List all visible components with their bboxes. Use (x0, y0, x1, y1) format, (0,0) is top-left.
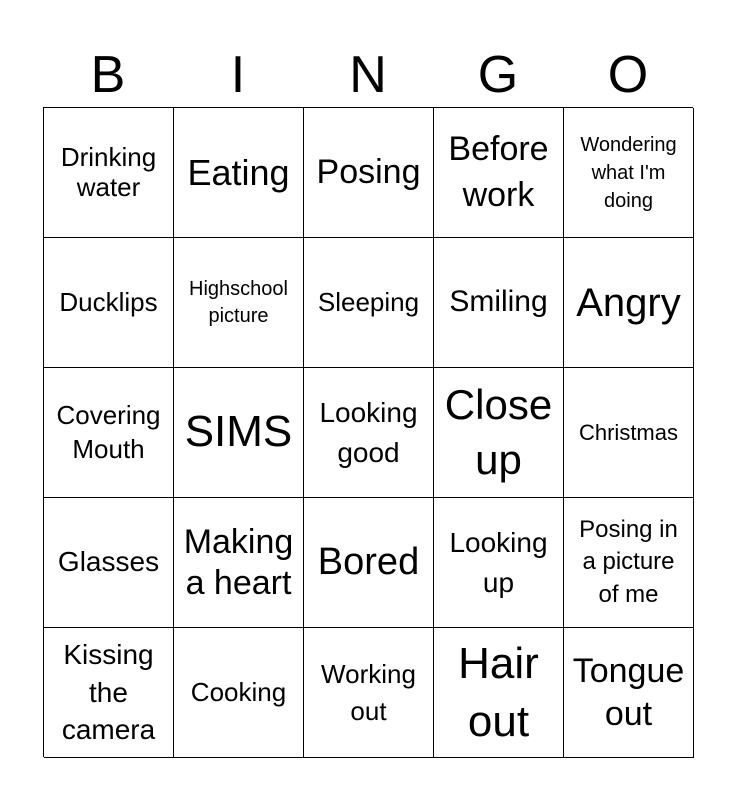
cell-label: Before work (448, 129, 549, 214)
cell-label: Bored (317, 540, 420, 583)
cell-label: Close up (444, 380, 553, 483)
cell-label: SIMS (184, 407, 293, 457)
header-letter-g: G (477, 46, 519, 104)
cell-label: Covering Mouth (56, 399, 161, 464)
cell-label: Ducklips (59, 286, 158, 317)
bingo-cell[interactable] (304, 628, 434, 758)
bingo-cell[interactable] (174, 238, 304, 368)
bingo-cell[interactable] (304, 108, 434, 238)
header-letter-o: O (607, 46, 649, 104)
bingo-cell[interactable] (434, 108, 564, 238)
bingo-cell[interactable] (44, 108, 174, 238)
bingo-cell[interactable] (174, 498, 304, 628)
bingo-cell[interactable] (44, 238, 174, 368)
bingo-header (43, 44, 693, 106)
cell-label: Posing in a picture of me (579, 515, 678, 608)
header-letter-i: I (230, 46, 246, 104)
header-letter-n: N (349, 46, 387, 104)
bingo-cell[interactable] (434, 628, 564, 758)
bingo-cell[interactable] (44, 498, 174, 628)
cell-label: Posing (316, 152, 421, 191)
cell-label: Glasses (57, 546, 160, 578)
header-letter-b: B (90, 46, 126, 104)
bingo-cell[interactable] (564, 628, 694, 758)
bingo-cell[interactable] (564, 368, 694, 498)
bingo-cell[interactable] (434, 498, 564, 628)
cell-label: Looking up (449, 527, 548, 598)
cell-label: Cooking (190, 676, 287, 707)
cell-label: Angry (576, 280, 681, 325)
bingo-cell[interactable] (564, 498, 694, 628)
bingo-cell[interactable] (44, 628, 174, 758)
cell-label: Sleeping (317, 286, 420, 317)
bingo-cell[interactable] (434, 238, 564, 368)
bingo-cell[interactable] (174, 628, 304, 758)
cell-label: Kissing the camera (61, 638, 156, 746)
bingo-cell[interactable] (174, 368, 304, 498)
bingo-cell[interactable] (564, 238, 694, 368)
cell-label: Hair out (458, 639, 539, 746)
cell-label: Making a heart (183, 522, 294, 602)
cell-label: Highschool picture (189, 277, 288, 327)
cell-label: Christmas (578, 419, 678, 445)
bingo-cell[interactable] (564, 108, 694, 238)
bingo-cell[interactable] (304, 368, 434, 498)
bingo-board (43, 107, 693, 757)
cell-label: Looking good (319, 397, 418, 468)
bingo-cell[interactable] (304, 238, 434, 368)
bingo-cell[interactable] (174, 108, 304, 238)
bingo-cell[interactable] (434, 368, 564, 498)
bingo-cell[interactable] (304, 498, 434, 628)
cell-label: Wondering what I'm doing (580, 133, 677, 212)
cell-label: Tongue out (572, 652, 685, 733)
cell-label: Eating (187, 151, 290, 193)
bingo-cell[interactable] (44, 368, 174, 498)
cell-label: Drinking water (60, 141, 157, 202)
cell-label: Smiling (449, 285, 548, 319)
cell-label: Working out (321, 659, 416, 726)
